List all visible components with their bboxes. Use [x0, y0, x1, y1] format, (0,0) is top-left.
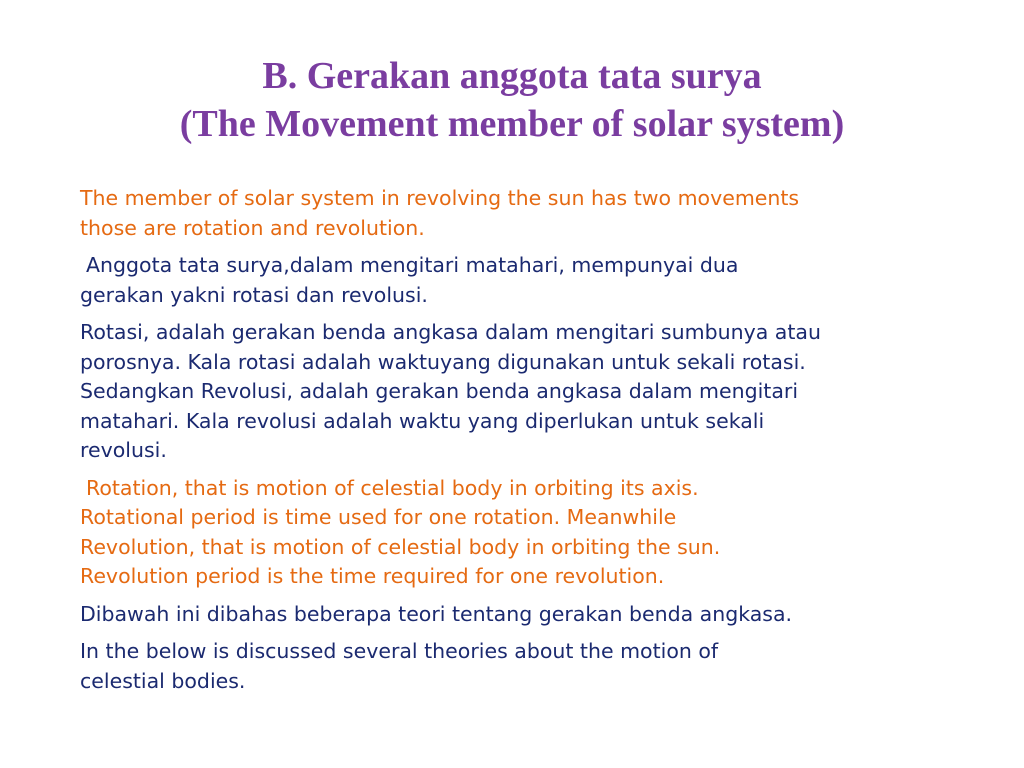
paragraph-indonesian-theories: [80, 600, 980, 630]
paragraph-indonesian-definitions: [80, 318, 980, 466]
text-line: Rotation, that is motion of celestial body in orbiting its axis.: [86, 475, 699, 500]
text-line: Anggota tata surya,dalam mengitari matahari, mempunyai dua: [86, 253, 739, 277]
text-line: Sedangkan Revolusi, adalah gerakan benda angkasa dalam mengitari: [80, 379, 799, 403]
text-line: matahari. Kala revolusi adalah waktu yang diperlukan untuk sekali: [80, 408, 765, 433]
text-line: Revolution period is the time required for one revolution.: [80, 564, 665, 588]
title-line-1: B. Gerakan anggota tata surya: [262, 55, 762, 97]
text-line: porosnya. Kala rotasi adalah waktuyang digunakan untuk sekali rotasi.: [80, 349, 806, 374]
text-line: Rotasi, adalah gerakan benda angkasa dalam mengitari sumbunya atau: [80, 320, 821, 344]
text-line: gerakan yakni rotasi dan revolusi.: [80, 282, 428, 307]
text-line: Dibawah ini dibahas beberapa teori tentang gerakan benda angkasa.: [80, 601, 793, 626]
title-line-2: (The Movement member of solar system): [179, 103, 845, 145]
text-line: Revolution, that is motion of celestial body in orbiting the sun.: [80, 534, 721, 559]
slide-body: [80, 184, 980, 704]
text-line: celestial bodies.: [80, 668, 246, 693]
text-line: In the below is discussed several theories about the motion of: [80, 639, 719, 663]
paragraph-english-definitions: [80, 474, 980, 592]
text-line: those are rotation and revolution.: [80, 215, 425, 240]
text-line: revolusi.: [80, 438, 167, 462]
text-line: The member of solar system in revolving the sun has two movements: [80, 186, 800, 210]
paragraph-english-intro: [80, 184, 980, 243]
slide-title: [0, 52, 1024, 148]
paragraph-indonesian-intro: [80, 251, 980, 310]
text-line: Rotational period is time used for one rotation. Meanwhile: [80, 505, 677, 529]
paragraph-english-theories: [80, 637, 980, 696]
